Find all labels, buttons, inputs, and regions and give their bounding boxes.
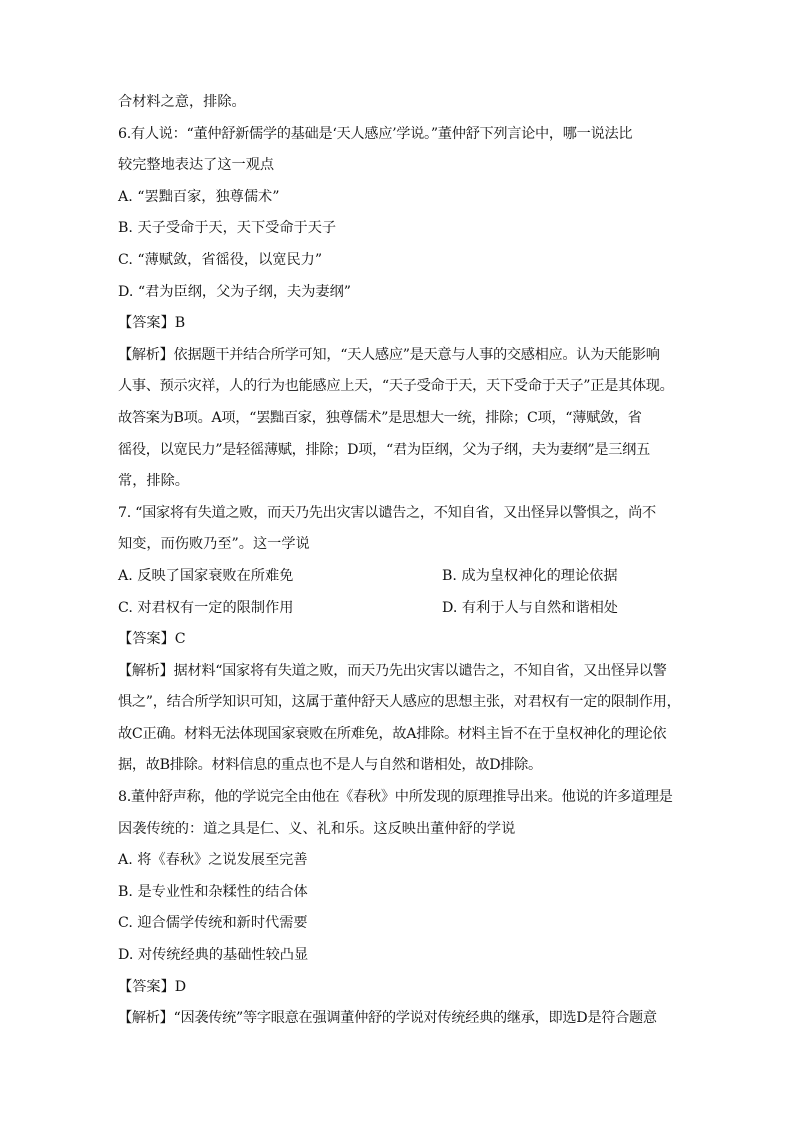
question-7-explanation: 惧之”，结合所学知识可知，这属于董仲舒天人感应的思想主张，对君权有一定的限制作用， — [118, 694, 681, 711]
question-6-explanation: 徭役，以宽民力”是轻徭薄赋，排除；D项，“君为臣纲，父为子纲，夫为妻纲”是三纲五 — [118, 441, 650, 458]
question-7-option-a: A. 反映了国家衰败在所难免 — [118, 567, 294, 584]
question-6-stem: 6.有人说：“董仲舒新儒学的基础是‘天人感应’学说。”董仲舒下列言论中，哪一说法比 — [118, 125, 633, 142]
question-6-explanation: 常，排除。 — [118, 473, 189, 490]
question-6-explanation: 人事、预示灾祥，人的行为也能感应上天，“天子受命于天，天下受命于天子”正是其体现。 — [118, 378, 674, 395]
question-6-option-a: A. “罢黜百家，独尊儒术” — [118, 188, 280, 205]
question-6-answer: 【答案】B — [118, 315, 186, 332]
question-8-explanation: 【解析】“因袭传统”等字眼意在强调董仲舒的学说对传统经典的继承，即选D是符合题意 — [118, 1010, 657, 1027]
question-6-option-b: B. 天子受命于天，天下受命于天子 — [118, 220, 337, 237]
question-7-option-c: C. 对君权有一定的限制作用 — [118, 599, 294, 616]
question-7-answer: 【答案】C — [118, 631, 186, 648]
question-6-option-c: C. “薄赋敛，省徭役，以宽民力” — [118, 251, 323, 268]
question-7-stem-cont: 知变，而伤败乃至”。这一学说 — [118, 536, 310, 553]
question-8-option-c: C. 迎合儒学传统和新时代需要 — [118, 915, 308, 932]
document-page — [118, 92, 681, 1040]
question-7-option-b: B. 成为皇权神化的理论依据 — [442, 567, 618, 584]
question-7-explanation: 【解析】据材料“国家将有失道之败，而天乃先出灾害以谴告之，不知自省，又出怪异以警 — [118, 662, 667, 679]
question-7-options-row-1 — [118, 566, 678, 586]
question-7-option-d: D. 有利于人与自然和谐相处 — [442, 599, 618, 616]
question-8-answer: 【答案】D — [118, 978, 187, 995]
question-8-option-d: D. 对传统经典的基础性较凸显 — [118, 947, 309, 964]
question-8-stem-cont: 因袭传统的：道之具是仁、义、礼和乐。这反映出董仲舒的学说 — [118, 820, 516, 837]
question-6-explanation: 故答案为B项。A项，“罢黜百家，独尊儒术”是思想大一统，排除；C项，“薄赋敛，省 — [118, 409, 642, 426]
question-8-option-a: A. 将《春秋》之说发展至完善 — [118, 852, 308, 869]
question-6-explanation: 【解析】依据题干并结合所学可知，“天人感应”是天意与人事的交感相应。认为天能影响 — [118, 346, 660, 363]
question-8-stem: 8.董仲舒声称，他的学说完全由他在《春秋》中所发现的原理推导出来。他说的许多道理是 — [118, 789, 673, 806]
question-7-explanation: 故C正确。材料无法体现国家衰败在所难免，故A排除。材料主旨不在于皇权神化的理论依 — [118, 725, 667, 742]
question-8-option-b: B. 是专业性和杂糅性的结合体 — [118, 883, 308, 900]
question-7-options-row-2 — [118, 598, 678, 618]
question-6-option-d: D. “君为臣纲，父为子纲，夫为妻纲” — [118, 283, 352, 300]
question-7-explanation: 据，故B排除。材料信息的重点也不是人与自然和谐相处，故D排除。 — [118, 757, 542, 774]
text-line: 合材料之意，排除。 — [118, 94, 246, 110]
question-6-stem-cont: 较完整地表达了这一观点 — [118, 157, 275, 174]
question-7-stem: 7. “国家将有失道之败，而天乃先出灾害以谴告之，不知自省，又出怪异以警惧之，尚不 — [118, 504, 656, 521]
